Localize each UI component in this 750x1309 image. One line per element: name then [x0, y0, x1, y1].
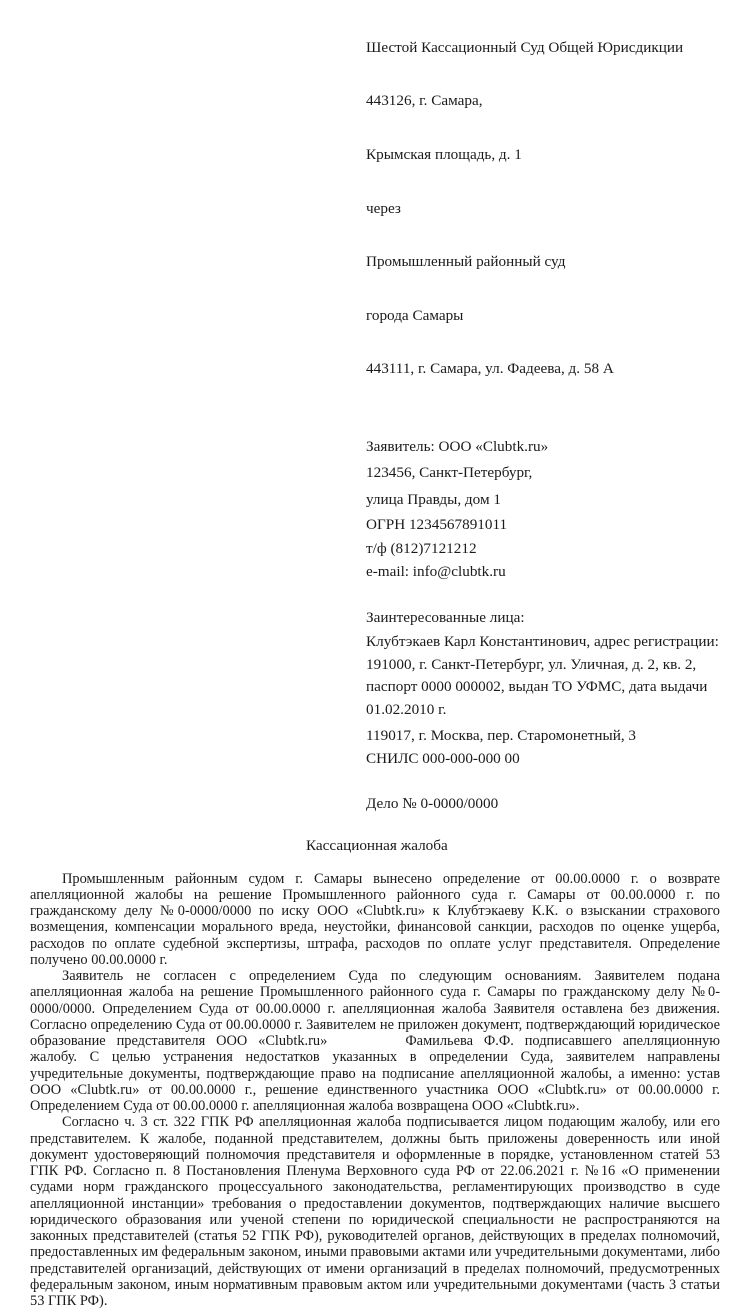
court-address-line-7: 443111, г. Самара, ул. Фадеева, д. 58 А: [366, 360, 614, 378]
case-number: Дело № 0-0000/0000: [366, 794, 499, 812]
representative-name: Фамильева Ф.Ф.: [405, 1033, 514, 1050]
body-paragraph-2-part-1: Заявитель не согласен с определением Суда по следующим основаниям. Заявителем подана апелляционная жалоба на решение Промышленного районного суда г. Самары по гражданскому делу №0-0000/0000. Определением Суда от 00.00.0000 г. апелляционная жалоба Заявителя оставлена без движения. Согласно определению Суда от 00.00.0000 г. Заявителем не приложен документ, подтверждающий юридическое образование представителя ООО «Clubtk.ru»: [30, 968, 720, 1050]
court-address-line-6: города Самары: [366, 306, 464, 324]
applicant-name: Заявитель: ООО «Clubtk.ru»: [366, 437, 549, 455]
applicant-email: e-mail: info@clubtk.ru: [366, 562, 506, 580]
applicant-phone: т/ф (812)7121212: [366, 539, 477, 557]
interested-parties-block: [366, 605, 720, 771]
interested-party-2-snils: СНИЛС 000-000-000 00: [366, 750, 520, 768]
court-address-line-2: 443126, г. Самара,: [366, 92, 483, 110]
body-paragraph-3: Согласно ч. 3 ст. 322 ГПК РФ апелляционная жалоба подписывается лицом подающим жалобу, или его представителем. К жалобе, поданной представителем, должны быть приложены доверенность или иной документ удостоверяющий полномочия представителя и оформленные в порядке, установленном статей 53 ГПК РФ. Согласно п. 8 Постановления Пленума Верховного суда РФ от 22.06.2021 г. №16 «О применении судами норм гражданского процессуального законодательства, регламентирующих производство в суде апелляционной инстанции» требования о предоставлении документов, подтверждающих наличие высшего юридического образования или ученой степени по юридической специальности не распространяются на законных представителей (статья 52 ГПК РФ), руководителей органов, действующих в пределах полномочий, предоставленных им федеральным законом, иными правовыми актами или учредительными документами, либо представителей организаций, действующих от имени организаций в пределах полномочий, предусмотренных федеральным законом, иным нормативным правовым актом или учредительными документами (часть 3 статьи 53 ГПК РФ).: [30, 1114, 720, 1309]
applicant-postal-city: 123456, Санкт-Петербург,: [366, 464, 533, 482]
court-address-block: [366, 8, 720, 410]
body-paragraph-2: [30, 968, 720, 1114]
document-body: [30, 871, 720, 1309]
court-address-line-3: Крымская площадь, д. 1: [366, 145, 522, 163]
body-paragraph-1: Промышленным районным судом г. Самары вынесено определение от 00.00.0000 г. о возврате апелляционной жалобы на решение Промышленного районного суда г. Самары от 00.00.0000 г. по гражданскому делу №0-0000/0000 по иску ООО «Clubtk.ru» к Клубтэкаеву К.К. о взыскании страхового возмещения, компенсации морального вреда, неустойки, финансовой санкции, расходов по оценке ущерба, расходов по оплате судебной экспертизы, штрафа, расходов по оплате услуг представителя. Определение получено 00.00.0000 г.: [30, 870, 720, 968]
court-address-line-5: Промышленный районный суд: [366, 253, 566, 271]
document-title: Кассационная жалоба: [306, 836, 448, 854]
interested-parties-title: Заинтересованные лица:: [366, 609, 525, 627]
applicant-ogrn: ОГРН 1234567891011: [366, 516, 508, 534]
interested-party-1: Клубтэкаев Карл Константинович, адрес регистрации: 191000, г. Санкт-Петербург, ул. Уличная, д. 2, кв. 2, паспорт 0000 000002, выдан ТО УФМС, дата выдачи 01.02.2010 г.: [366, 633, 719, 718]
applicant-street: улица Правды, дом 1: [366, 490, 501, 508]
applicant-block: [366, 434, 720, 583]
court-address-line-4: через: [366, 199, 401, 217]
body-paragraph-2-part-2: подписавшего апелляционную жалобу. С целью устранения недостатков указанных в определении Суда, заявителем направлены учредительные документы, подтверждающие право на подписание апелляционной жалобы, а именно: устав ООО «Clubtk.ru» от 00.00.0000 г., решение единственного участника ООО «Clubtk.ru» от 00.00.0000 г. Определением Суда от 00.00.0000 г. апелляционная жалоба возвращена ООО «Clubtk.ru».: [30, 1033, 720, 1115]
court-address-line-1: Шестой Кассационный Суд Общей Юрисдикции: [366, 38, 684, 56]
interested-party-2-address: 119017, г. Москва, пер. Старомонетный, 3: [366, 727, 637, 745]
